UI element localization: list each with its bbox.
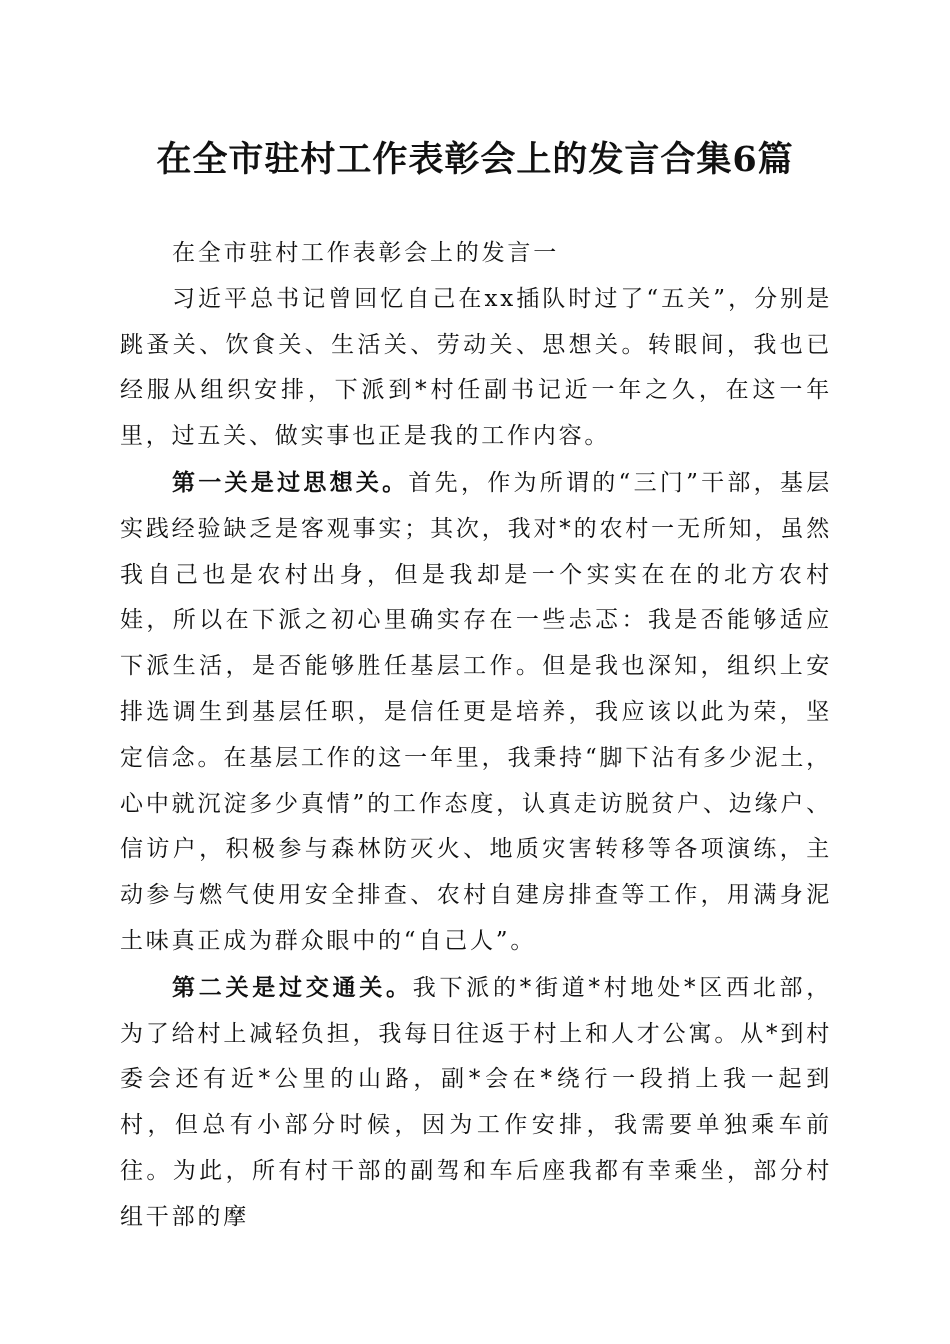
paragraph-text: 在全市驻村工作表彰会上的发言一 — [172, 240, 559, 266]
document-body — [120, 231, 832, 1241]
paragraph-text: 我下派的*街道*村地处*区西北部，为了给村上减轻负担，我每日往返于村上和人才公寓。从*到村委会还有近*公里的山路，副*会在*绕行一段捎上我一起到村，但总有小部分时候，因为工作安排，我需要单独乘车前往。为此，所有村干部的副驾和车后座我都有幸乘坐，部分村组干部的摩 — [120, 974, 832, 1230]
paragraph-lead: 第二关是过交通关。 — [172, 973, 413, 1001]
paragraph-text: 习近平总书记曾回忆自己在xx插队时过了“五关”，分别是跳蚤关、饮食关、生活关、劳动关、思想关。转眼间，我也已经服从组织安排，下派到*村任副书记近一年之久，在这一年里，过五关、做实事也正是我的工作内容。 — [120, 285, 832, 450]
paragraph — [120, 277, 832, 460]
paragraph-lead: 第一关是过思想关。 — [172, 468, 409, 496]
paragraph — [120, 965, 832, 1241]
paragraph-section-heading — [120, 231, 832, 277]
document-title: 在全市驻村工作表彰会上的发言合集6篇 — [156, 139, 794, 180]
paragraph-text: 首先，作为所谓的“三门”干部，基层实践经验缺乏是客观事实；其次，我对*的农村一无所知，虽然我自己也是农村出身，但是我却是一个实实在在的北方农村娃，所以在下派之初心里确实存在一些忐忑：我是否能够适应下派生活，是否能够胜任基层工作。但是我也深知，组织上安排选调生到基层任职，是信任更是培养，我应该以此为荣，坚定信念。在基层工作的这一年里，我秉持“脚下沾有多少泥土，心中就沉淀多少真情”的工作态度，认真走访脱贫户、边缘户、信访户，积极参与森林防灭火、地质灾害转移等各项演练，主动参与燃气使用安全排查、农村自建房排查等工作，用满身泥土味真正成为群众眼中的“自己人”。 — [120, 469, 832, 954]
paragraph — [120, 460, 832, 965]
